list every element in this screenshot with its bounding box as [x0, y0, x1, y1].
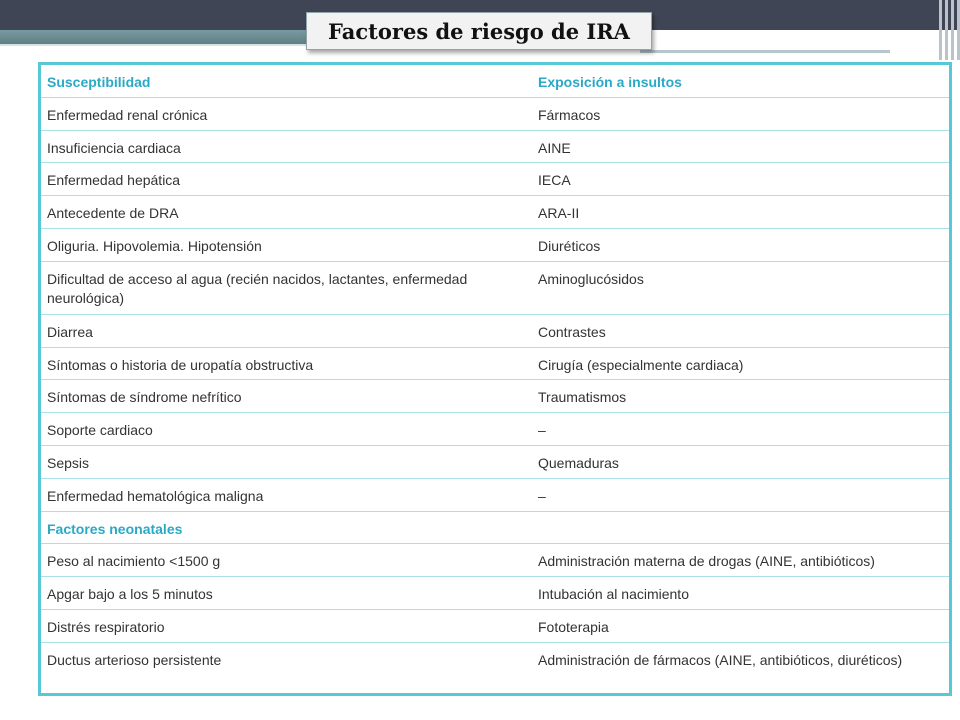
- table-row: [41, 315, 949, 348]
- table-cell-left: Antecedente de DRA: [47, 205, 179, 222]
- table-cell-right: Aminoglucósidos: [538, 270, 644, 287]
- slide-title: Factores de riesgo de IRA: [306, 12, 652, 50]
- table-cell-left: Apgar bajo a los 5 minutos: [47, 586, 213, 603]
- slide-bar: [951, 0, 954, 60]
- table-cell-right: Intubación al nacimiento: [538, 586, 689, 603]
- table-row: [41, 229, 949, 262]
- table-cell-right: Fármacos: [538, 106, 601, 123]
- table-cell-right: Traumatismos: [538, 389, 627, 406]
- table-cell-left: Síntomas o historia de uropatía obstructiva: [47, 356, 314, 373]
- table-cell-left: Distrés respiratorio: [47, 618, 165, 635]
- table-cell-left: Síntomas de síndrome nefrítico: [47, 389, 242, 406]
- table-cell-right: IECA: [538, 172, 571, 189]
- table-row: [41, 131, 949, 164]
- table-cell-right: –: [538, 487, 546, 504]
- table-cell-right: Fototerapia: [538, 618, 609, 635]
- table-cell-left: Oliguria. Hipovolemia. Hipotensión: [47, 237, 262, 254]
- slide-right-bars: [928, 0, 960, 60]
- slide-top-band-line: [0, 44, 330, 46]
- section-header-neonatal: Factores neonatales: [47, 520, 183, 537]
- table-cell-left: Enfermedad hepática: [47, 172, 181, 189]
- header-exposure: Exposición a insultos: [538, 74, 682, 90]
- table-row: [41, 544, 949, 577]
- header-susceptibility: Susceptibilidad: [47, 74, 151, 90]
- table-header-row: [41, 65, 949, 98]
- table-row: [41, 163, 949, 196]
- table-cell-left: Dificultad de acceso al agua (recién nacidos, lactantes, enfermedad neurológica): [47, 270, 468, 306]
- risk-factors-table: [38, 62, 952, 696]
- table-cell-left: Soporte cardiaco: [47, 422, 153, 439]
- table-cell-right: AINE: [538, 139, 571, 156]
- table-cell-right: ARA-II: [538, 205, 580, 222]
- table-row: [41, 262, 949, 315]
- slide-right-rule: [640, 50, 890, 53]
- table-cell-right: Administración materna de drogas (AINE, antibióticos): [538, 553, 875, 570]
- slide-bar: [939, 0, 942, 60]
- table-cell-right: Diuréticos: [538, 237, 601, 254]
- table-row: [41, 413, 949, 446]
- table-cell-right: Contrastes: [538, 323, 606, 340]
- slide-bar: [945, 0, 948, 60]
- table-cell-left: Insuficiencia cardiaca: [47, 139, 181, 156]
- section-header-row: [41, 512, 949, 545]
- table-row: [41, 610, 949, 643]
- table-row: [41, 643, 949, 691]
- table-cell-right: Administración de fármacos (AINE, antibióticos, diuréticos): [538, 651, 903, 668]
- table-row: [41, 479, 949, 512]
- table-cell-left: Diarrea: [47, 323, 93, 340]
- table-cell-left: Ductus arterioso persistente: [47, 651, 222, 668]
- table-row: [41, 98, 949, 131]
- table-cell-left: Enfermedad hematológica maligna: [47, 487, 264, 504]
- table-cell-left: Enfermedad renal crónica: [47, 106, 208, 123]
- table-row: [41, 577, 949, 610]
- table-cell-right: Cirugía (especialmente cardiaca): [538, 356, 744, 373]
- table-row: [41, 348, 949, 381]
- table-row: [41, 446, 949, 479]
- table-row: [41, 380, 949, 413]
- table-cell-left: Sepsis: [47, 454, 90, 471]
- table-cell-right: Quemaduras: [538, 454, 619, 471]
- table-cell-right: –: [538, 422, 546, 439]
- slide-top-band-accent: [0, 30, 330, 44]
- table-cell-left: Peso al nacimiento <1500 g: [47, 553, 221, 570]
- table-row: [41, 196, 949, 229]
